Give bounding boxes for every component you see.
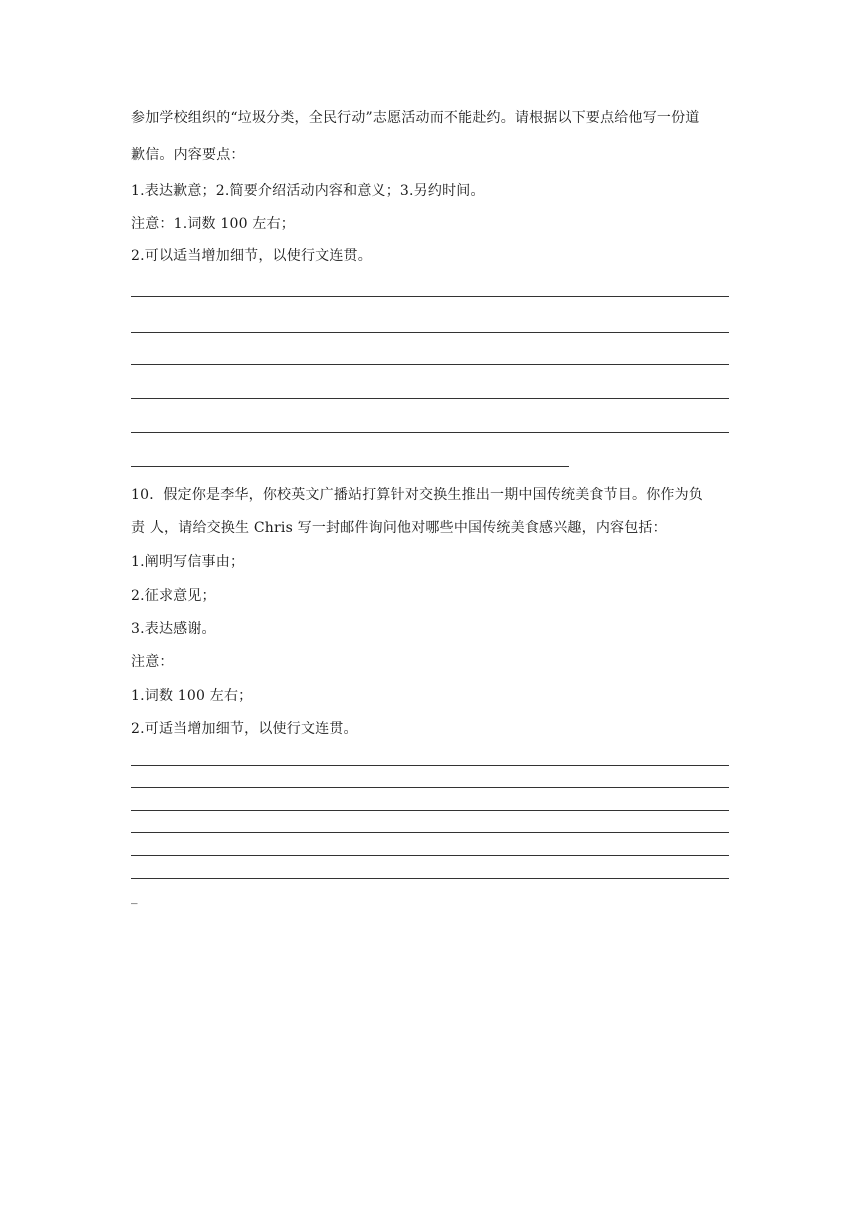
answer-line (131, 810, 729, 811)
prompt-line: 歉信。内容要点： (131, 147, 245, 163)
answer-line (131, 787, 729, 788)
requirement-line: 2.征求意见； (131, 588, 216, 604)
note-label: 注意： (131, 654, 174, 670)
answer-line (131, 466, 569, 467)
trailing-mark: _ (131, 890, 138, 905)
question-title: 10．假定你是李华，你校英文广播站打算针对交换生推出一期中国传统美食节目。你作为负 (131, 487, 704, 503)
answer-line (131, 364, 729, 365)
answer-line (131, 765, 729, 766)
prompt-line: 责 人，请给交换生 Chris 写一封邮件询问他对哪些中国传统美食感兴趣，内容包括： (131, 520, 667, 536)
prompt-line: 参加学校组织的“垃圾分类，全民行动”志愿活动而不能赴约。请根据以下要点给他写一份道 (131, 110, 700, 126)
note-line: 注意：1.词数 100 左右； (131, 216, 295, 232)
requirement-line: 1.表达歉意；2.简要介绍活动内容和意义；3.另约时间。 (131, 183, 485, 199)
answer-line (131, 855, 729, 856)
note-line: 1.词数 100 左右； (131, 688, 253, 704)
note-line: 2.可以适当增加细节，以使行文连贯。 (131, 248, 372, 264)
answer-line (131, 432, 729, 433)
answer-line (131, 332, 729, 333)
answer-line (131, 878, 729, 879)
answer-line (131, 832, 729, 833)
answer-line (131, 296, 729, 297)
requirement-line: 1.阐明写信事由； (131, 554, 245, 570)
note-line: 2.可适当增加细节，以使行文连贯。 (131, 721, 358, 737)
answer-line (131, 398, 729, 399)
requirement-line: 3.表达感谢。 (131, 621, 216, 637)
